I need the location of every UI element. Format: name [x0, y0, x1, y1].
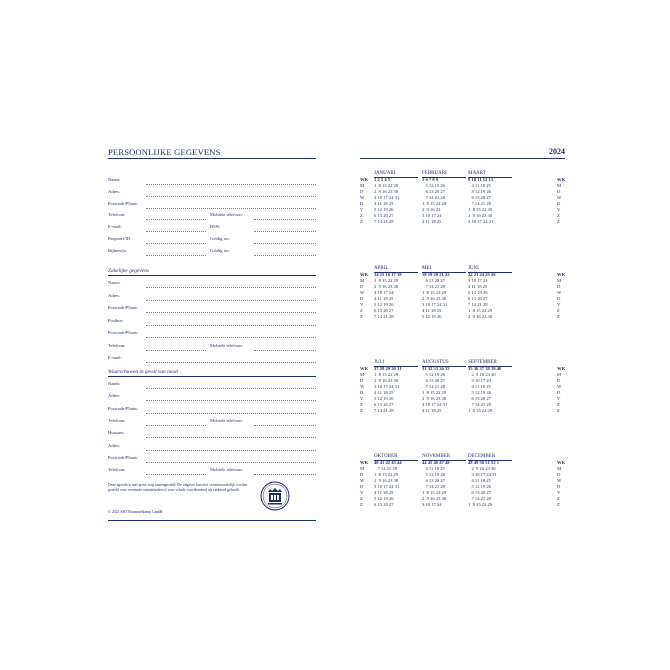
week-numbers: 18 19 20 21 22	[422, 272, 450, 277]
field-label: Telefoon:	[108, 212, 126, 218]
day-row: 4 11 18 25	[422, 308, 442, 313]
field-line[interactable]	[146, 350, 206, 351]
day-row: 1 8 15 22 29	[422, 390, 447, 395]
day-row: 1 8 15 22 29	[468, 207, 493, 212]
page-title: PERSOONLIJKE GEGEVENS	[108, 147, 221, 157]
field-label: Mobiele telefoon:	[210, 417, 243, 423]
day-row: 4 11 18 25	[374, 296, 394, 301]
form-field[interactable]	[108, 342, 316, 351]
day-letter: V	[360, 302, 364, 307]
day-letter: D	[360, 284, 364, 289]
day-letter: Z	[557, 314, 560, 319]
field-label: Mobiele telefoon:	[210, 212, 243, 218]
day-row: 6 13 20 27	[422, 278, 445, 283]
day-letter: Z	[360, 213, 363, 218]
day-grid	[374, 372, 399, 414]
day-row: 6 13 20 27	[468, 490, 491, 495]
copyright-text: © 2023 SBT Brummelkamp GmbH	[108, 510, 163, 514]
field-line[interactable]	[146, 184, 316, 185]
field-line[interactable]	[254, 425, 316, 426]
field-label: Adres:	[108, 442, 121, 448]
week-numbers: 22 23 24 25 26	[468, 272, 496, 277]
day-letters-left	[360, 272, 368, 320]
month-name: FEBRUARI	[422, 171, 447, 176]
field-label: Geldig tot:	[210, 236, 230, 241]
day-letter: W	[557, 195, 562, 200]
week-numbers: 5 6 7 8 9	[422, 177, 439, 182]
day-row: 4 11 18 25	[468, 284, 488, 289]
day-grid	[374, 183, 399, 225]
day-row: 2 9 16 23 30	[468, 213, 493, 218]
day-row: 5 12 19 26	[374, 396, 394, 401]
day-row: 6 13 20 27	[422, 478, 445, 483]
day-letter: W	[557, 290, 562, 295]
form-field[interactable]	[108, 247, 316, 256]
year-label: 2024	[549, 147, 565, 156]
field-line[interactable]	[146, 196, 316, 197]
field-line[interactable]	[146, 287, 316, 288]
day-row: 2 9 16 23 30	[422, 296, 447, 301]
day-row: 1 8 15 22 29	[422, 490, 447, 495]
field-label: Postcode/Plaats:	[108, 454, 139, 460]
day-letter: D	[557, 296, 561, 301]
month-name: NOVEMBER	[422, 454, 451, 459]
day-letter: D	[360, 484, 364, 489]
day-row: 4 11 18 25	[374, 390, 394, 395]
day-row: 5 12 19 26	[374, 302, 394, 307]
day-row: 1 8 15 22 29	[422, 290, 447, 295]
day-letter: D	[557, 472, 561, 477]
day-letter: D	[360, 189, 364, 194]
week-label: WK	[557, 366, 566, 371]
calendar-header-rule	[360, 158, 565, 159]
field-label: Naam:	[108, 381, 121, 386]
form-field[interactable]	[108, 354, 316, 363]
day-letters-right	[557, 366, 565, 414]
form-field[interactable]	[108, 442, 316, 451]
field-line[interactable]	[146, 413, 316, 414]
day-letter: D	[360, 201, 364, 206]
day-letter: W	[557, 384, 562, 389]
month-name: MAART	[468, 171, 486, 176]
day-row: 5 12 19 26	[468, 290, 488, 295]
day-row: 1 8 15 22 29	[468, 308, 493, 313]
day-row: 4 11 18 25	[468, 183, 491, 188]
field-label: Postcode/Plaats:	[108, 200, 139, 206]
day-grid	[374, 466, 399, 508]
day-letter: W	[360, 290, 365, 295]
day-letter: M	[557, 183, 562, 188]
field-label: Rijbewijs:	[108, 247, 127, 253]
field-line[interactable]	[146, 462, 316, 463]
field-line[interactable]	[146, 219, 206, 220]
day-letter: M	[557, 466, 562, 471]
day-letters-left	[360, 366, 368, 414]
day-row: 1 8 15 22 29	[374, 372, 399, 377]
day-letter: Z	[557, 502, 560, 507]
month-name: MEI	[422, 266, 432, 271]
day-row: 2 9 16 23 30	[468, 372, 496, 377]
day-row: 2 9 16 23 30	[374, 378, 399, 383]
week-numbers: 44 45 46 47 48	[422, 460, 450, 465]
field-label: Mobiele telefoon:	[210, 467, 243, 473]
day-letter: D	[360, 296, 364, 301]
day-row: 6 13 20 27	[468, 296, 488, 301]
day-letter: V	[557, 207, 561, 212]
day-row: 3 10 17 24 31	[374, 484, 400, 489]
form-field[interactable]	[108, 211, 316, 220]
day-row: 4 11 18 25	[468, 384, 491, 389]
day-row: 2 9 16 23 30	[468, 466, 496, 471]
day-letter: D	[557, 390, 561, 395]
day-row: 5 12 19 26	[422, 372, 445, 377]
day-letter: D	[557, 484, 561, 489]
day-row: 7 14 21 28	[374, 314, 394, 319]
day-letter: V	[360, 396, 364, 401]
day-row: 4 11 18 25	[374, 490, 394, 495]
form-field[interactable]	[108, 392, 316, 401]
day-letter: Z	[557, 402, 560, 407]
day-row: 4 11 18 25	[422, 466, 445, 471]
field-label: Adres:	[108, 393, 121, 399]
day-letter: Z	[360, 502, 363, 507]
field-label: Mobiele telefoon:	[210, 342, 243, 348]
day-letter: M	[557, 278, 562, 283]
day-row: 7 14 21 28	[468, 402, 491, 407]
form-field[interactable]	[108, 223, 316, 232]
day-letters-left	[360, 460, 368, 508]
week-label: WK	[557, 460, 566, 465]
day-letter: V	[557, 302, 561, 307]
week-numbers: 9 10 11 12 13	[468, 177, 494, 182]
form-field[interactable]	[108, 317, 316, 326]
field-label: Postcode/Plaats:	[108, 405, 139, 411]
day-letters-right	[557, 460, 565, 508]
form-field[interactable]	[108, 176, 316, 185]
field-label: Huisarts:	[108, 430, 125, 436]
day-letter: M	[557, 372, 562, 377]
day-row: 5 12 19 26	[422, 314, 442, 319]
day-letter: M	[360, 183, 365, 188]
field-label: Paspoort/ID:	[108, 236, 132, 241]
week-numbers: 31 32 33 34 35	[422, 366, 450, 371]
business-section-rule	[108, 275, 316, 276]
day-letter: M	[360, 278, 365, 283]
day-row: 4 11 18 25	[422, 219, 442, 224]
day-letter: Z	[557, 308, 560, 313]
emergency-section-title: Waarschuwen in geval van nood	[108, 369, 178, 375]
month-name: DECEMBER	[468, 454, 496, 459]
field-label: Adres:	[108, 188, 121, 194]
week-numbers: 1 2 3 4 5	[374, 177, 391, 182]
day-letter: Z	[360, 408, 363, 413]
form-field[interactable]	[108, 380, 316, 389]
day-letters-right	[557, 272, 565, 320]
day-letter: Z	[360, 314, 363, 319]
month-name: APRIL	[374, 266, 389, 271]
day-letter: Z	[360, 308, 363, 313]
form-field[interactable]	[108, 329, 316, 338]
field-line[interactable]	[146, 300, 316, 301]
field-line[interactable]	[146, 437, 316, 438]
week-numbers: 14 15 16 17 18	[374, 272, 402, 277]
day-letter: Z	[557, 408, 560, 413]
field-label: Postcode/Plaats:	[108, 330, 139, 335]
day-row: 5 12 19 26	[468, 189, 491, 194]
day-letters-left	[360, 177, 368, 225]
day-letter: V	[360, 207, 364, 212]
day-row: 2 9 16 23 30	[422, 496, 447, 501]
day-grid	[468, 183, 493, 225]
day-row: 1 8 15 22 29	[374, 278, 399, 283]
field-line[interactable]	[146, 208, 316, 209]
month-name: JANUARI	[374, 171, 396, 176]
field-line[interactable]	[146, 474, 206, 475]
day-row: 4 11 18 25	[468, 478, 491, 483]
day-grid	[422, 466, 446, 508]
day-row: 7 14 21 28	[422, 284, 445, 289]
field-label: Telefoon:	[108, 342, 126, 348]
form-field[interactable]	[108, 279, 316, 288]
day-row: 2 9 16 23 30	[374, 478, 399, 483]
day-row: 6 13 20 27	[374, 308, 394, 313]
field-line[interactable]	[254, 243, 316, 244]
calendar-page	[360, 147, 565, 512]
field-line[interactable]	[254, 474, 316, 475]
day-row: 7 14 21 28	[422, 384, 445, 389]
field-label: Telefoon:	[108, 467, 126, 473]
day-grid	[468, 466, 497, 508]
week-numbers: 40 41 42 43 44	[374, 460, 402, 465]
field-line[interactable]	[254, 255, 316, 256]
day-letter: Z	[360, 496, 363, 501]
day-row: 3 10 17 24 31	[422, 302, 448, 307]
day-row: 5 12 19 26	[422, 183, 445, 188]
week-label: WK	[360, 366, 369, 371]
month-name: OKTOBER	[374, 454, 398, 459]
day-letter: Z	[557, 219, 560, 224]
day-row: 6 13 20 27	[422, 378, 445, 383]
day-row: 6 13 20 27	[374, 402, 394, 407]
field-line[interactable]	[254, 231, 316, 232]
day-row: 3 10 17 24	[374, 290, 394, 295]
day-letter: D	[557, 189, 561, 194]
field-label: E-mail:	[108, 224, 122, 230]
publisher-logo-icon	[260, 481, 290, 511]
field-line[interactable]	[146, 425, 206, 426]
field-line[interactable]	[146, 362, 316, 363]
day-row: 7 14 21 28	[374, 466, 397, 471]
form-field[interactable]	[108, 466, 316, 475]
day-letter: Z	[360, 219, 363, 224]
day-row: 7 14 21 28	[374, 408, 394, 413]
field-label: Geldig tot:	[210, 247, 230, 253]
week-numbers: 35 36 37 38 39 40	[468, 366, 502, 371]
day-letter: W	[360, 195, 365, 200]
month-name: SEPTEMBER	[468, 360, 497, 365]
field-line[interactable]	[146, 255, 206, 256]
field-label: E-mail:	[108, 355, 122, 360]
field-label: Postcode/Plaats:	[108, 305, 139, 310]
day-letter: W	[557, 478, 562, 483]
form-field[interactable]	[108, 429, 316, 438]
day-row: 3 10 17 24 31	[422, 402, 448, 407]
form-field[interactable]	[108, 454, 316, 463]
month-name: JUNI	[468, 266, 479, 271]
form-field[interactable]	[108, 292, 316, 301]
day-row: 7 14 21 28	[468, 302, 488, 307]
day-row: 4 11 18 25	[422, 408, 442, 413]
form-field[interactable]	[108, 188, 316, 197]
day-grid	[468, 278, 492, 320]
field-label: Naam:	[108, 280, 121, 285]
day-letter: D	[557, 284, 561, 289]
week-numbers: 48 49 50 51 52 1	[468, 460, 500, 465]
day-row: 6 13 20 27	[422, 189, 445, 194]
day-letters-right	[557, 177, 565, 225]
day-row: 2 9 16 23 30	[374, 284, 399, 289]
day-grid	[422, 278, 447, 320]
day-row: 7 14 21 28	[422, 195, 445, 200]
day-row: 7 14 21 28	[422, 484, 445, 489]
day-row: 3 10 17 24	[422, 213, 442, 218]
day-row: 5 12 19 26	[374, 207, 394, 212]
day-row: 1 8 15 22 29	[374, 183, 399, 188]
day-row: 3 10 17 24	[468, 278, 488, 283]
day-letter: Z	[557, 213, 560, 218]
day-row: 7 14 21 28	[468, 496, 491, 501]
personal-data-page	[108, 147, 316, 521]
day-row: 2 9 16 23 30	[468, 314, 493, 319]
day-row: 7 14 21 28	[468, 201, 491, 206]
day-letter: V	[557, 490, 561, 495]
day-row: 7 14 21 28	[374, 219, 394, 224]
week-label: WK	[557, 272, 566, 277]
day-letter: D	[557, 378, 561, 383]
day-letter: M	[360, 466, 365, 471]
day-row: 5 12 19 26	[468, 484, 491, 489]
field-label: Adres:	[108, 292, 121, 298]
day-grid	[422, 183, 446, 225]
field-line[interactable]	[146, 231, 206, 232]
day-row: 6 13 20 27	[374, 502, 394, 507]
day-row: 5 12 19 26	[374, 496, 394, 501]
field-label: Postbus:	[108, 317, 124, 323]
day-letter: D	[360, 378, 364, 383]
week-label: WK	[360, 460, 369, 465]
form-field[interactable]	[108, 235, 316, 244]
day-letter: W	[360, 478, 365, 483]
day-row: 3 10 17 24 31	[468, 219, 494, 224]
form-field[interactable]	[108, 405, 316, 414]
day-row: 3 10 17 24 31	[468, 472, 497, 477]
disclaimer-text: Deze agenda is met grote zorg samengesteld. De uitgever kan niet verantwoordelijk worden gesteld voor eventuele onjuistheden of voor schade voortkomend uit verkeerd gebruik.	[108, 483, 248, 492]
day-row: 6 13 20 27	[374, 213, 394, 218]
day-letter: V	[360, 490, 364, 495]
day-row: 1 8 15 22 29	[374, 472, 399, 477]
day-row: 3 10 17 24	[468, 378, 491, 383]
day-row: 3 10 17 24 31	[374, 384, 400, 389]
month-name: AUGUSTUS	[422, 360, 449, 365]
form-field[interactable]	[108, 200, 316, 209]
day-row: 6 13 20 27	[468, 396, 491, 401]
day-row: 4 11 18 25	[374, 201, 394, 206]
day-row: 1 8 15 22 29	[468, 408, 493, 413]
day-row: 1 8 15 22 29	[422, 201, 447, 206]
day-row: 2 9 16 23 30	[422, 396, 447, 401]
business-section-title: Zakelijke gegevens	[108, 268, 149, 274]
field-line[interactable]	[146, 325, 316, 326]
day-letter: D	[360, 472, 364, 477]
week-label: WK	[360, 272, 369, 277]
field-line[interactable]	[146, 337, 316, 338]
form-field[interactable]	[108, 304, 316, 313]
header-rule	[108, 158, 316, 159]
field-label: Telefoon:	[108, 417, 126, 423]
week-label: WK	[557, 177, 566, 182]
field-line[interactable]	[146, 400, 316, 401]
month-name: JULI	[374, 360, 385, 365]
form-field[interactable]	[108, 417, 316, 426]
day-row: 2 9 16 23	[422, 207, 441, 212]
day-letter: D	[557, 201, 561, 206]
day-row: 5 12 19 26	[422, 472, 445, 477]
field-line[interactable]	[146, 243, 206, 244]
day-row: 6 13 20 27	[468, 195, 491, 200]
field-line[interactable]	[146, 450, 316, 451]
day-grid	[422, 372, 447, 414]
day-row: 2 9 16 23 30	[374, 189, 399, 194]
day-row: 3 10 17 24 31	[374, 195, 400, 200]
field-line[interactable]	[254, 219, 316, 220]
day-row: 1 8 15 22 29	[468, 502, 493, 507]
week-label: WK	[360, 177, 369, 182]
day-letter: Z	[557, 496, 560, 501]
day-letter: V	[557, 396, 561, 401]
field-line[interactable]	[146, 388, 316, 389]
field-line[interactable]	[146, 312, 316, 313]
field-label: BSN:	[210, 224, 221, 230]
day-letter: Z	[360, 402, 363, 407]
field-line[interactable]	[254, 350, 316, 351]
day-row: 5 12 19 26	[468, 390, 491, 395]
day-grid	[468, 372, 496, 414]
day-letter: M	[360, 372, 365, 377]
day-grid	[374, 278, 398, 320]
day-row: 3 10 17 24	[422, 502, 442, 507]
week-numbers: 27 28 29 30 31	[374, 366, 402, 371]
field-label: Naam:	[108, 177, 121, 182]
day-letter: W	[360, 384, 365, 389]
emergency-section-rule	[108, 376, 316, 377]
day-letter: D	[360, 390, 364, 395]
